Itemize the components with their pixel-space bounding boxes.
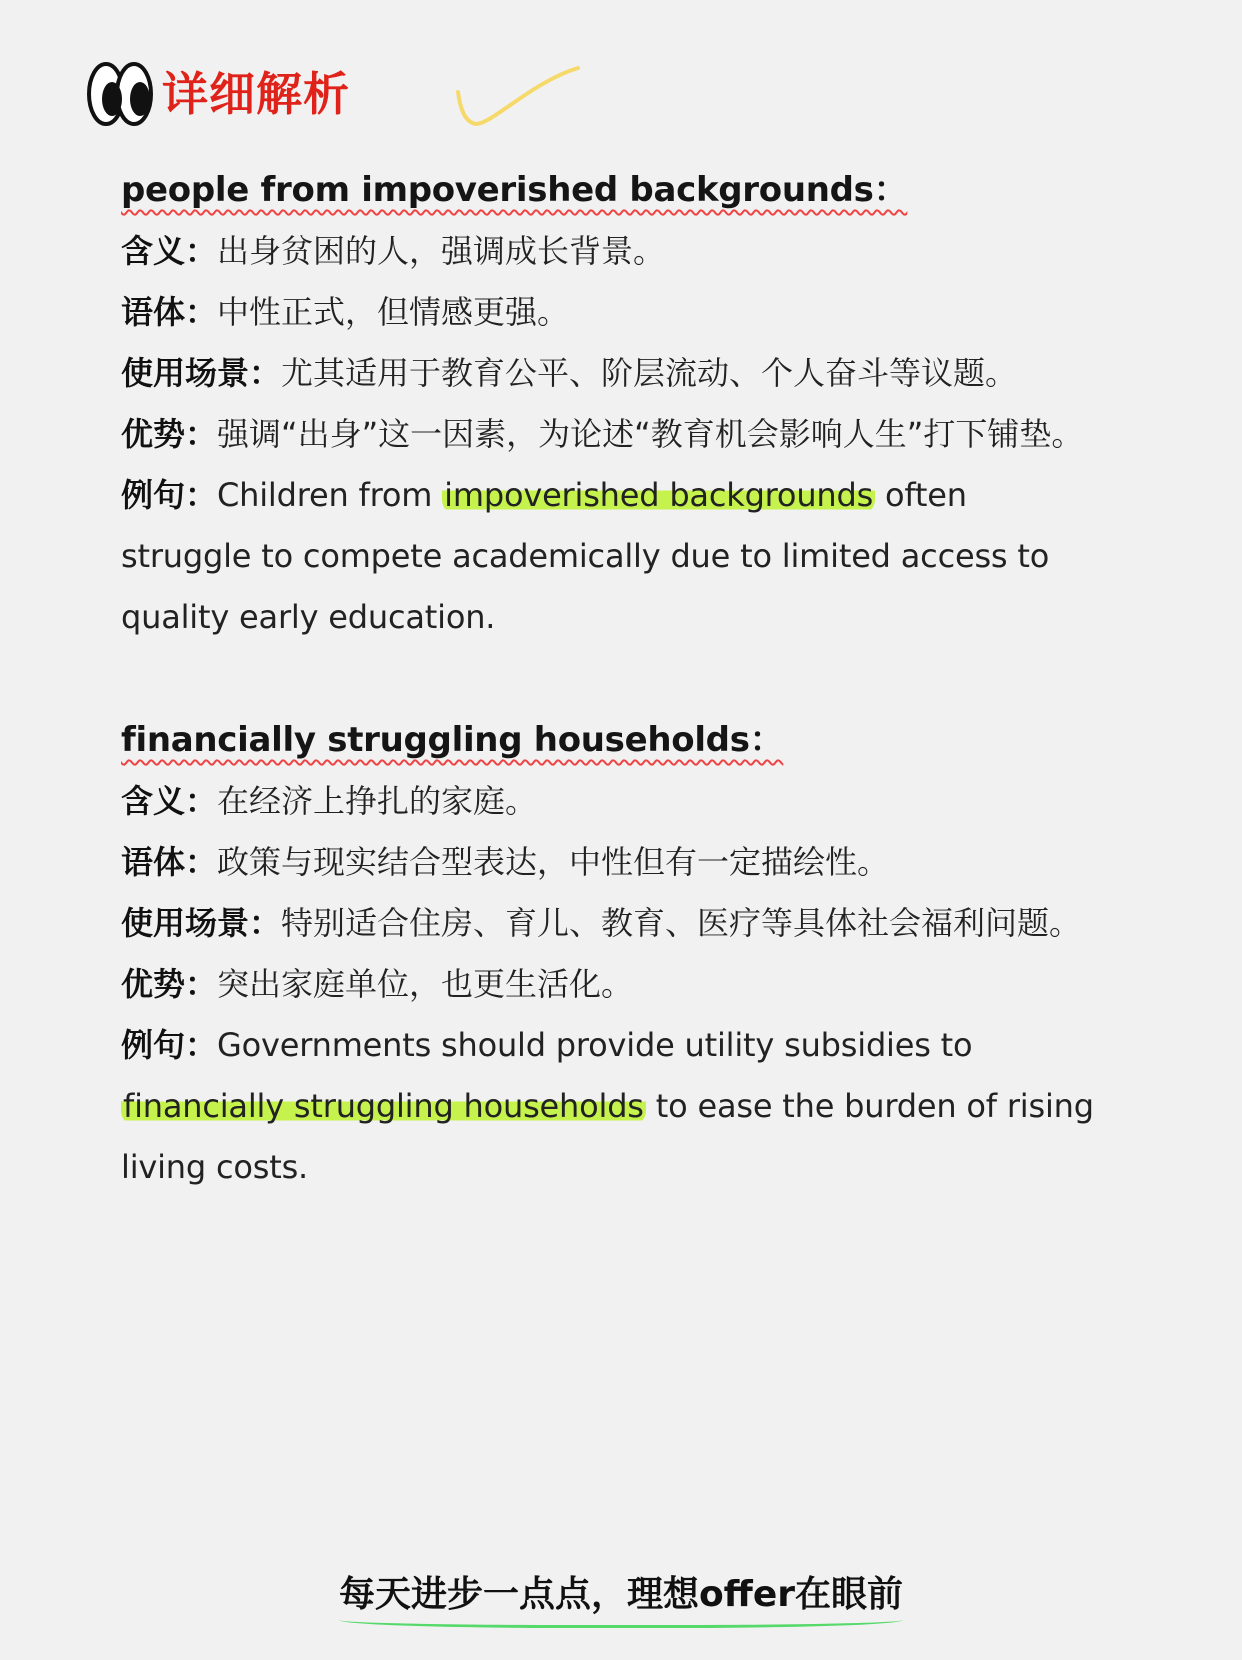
meaning-text: 在经济上挣扎的家庭。 (217, 782, 538, 820)
meaning-label: 含义： (121, 232, 218, 270)
example-line (121, 1015, 1096, 1198)
advantage-line (121, 954, 1096, 1015)
register-text: 政策与现实结合型表达，中性但有一定描绘性。 (217, 843, 890, 881)
example-text-before: Governments should provide utility subsidies to (217, 1026, 973, 1064)
page-title: 详细解析 (162, 67, 350, 121)
advantage-label: 优势： (121, 965, 218, 1003)
eyes-icon (86, 59, 154, 129)
example-text-after: often struggle to compete academically due to limited access to quality early education. (121, 476, 1050, 636)
footer-slogan: 每天进步一点点，理想offer在眼前 (339, 1572, 903, 1628)
usage-label: 使用场景： (121, 354, 282, 392)
term-heading: financially struggling households： (121, 720, 784, 760)
advantage-line (121, 404, 1096, 465)
usage-label: 使用场景： (121, 904, 282, 942)
meaning-text: 出身贫困的人，强调成长背景。 (217, 232, 666, 270)
example-text-before: Children from (217, 476, 443, 514)
register-label: 语体： (121, 293, 218, 331)
footer (0, 1572, 1242, 1628)
example-line (121, 465, 1096, 648)
example-label: 例句： (121, 1026, 218, 1064)
term-heading: people from impoverished backgrounds： (121, 170, 908, 210)
header (86, 58, 350, 130)
usage-line (121, 893, 1096, 954)
content (121, 160, 1096, 1198)
meaning-line (121, 221, 1096, 282)
section-struggling-households (121, 710, 1096, 1198)
advantage-text: 突出家庭单位，也更生活化。 (217, 965, 634, 1003)
example-highlight: impoverished backgrounds (444, 476, 874, 514)
register-text: 中性正式，但情感更强。 (217, 293, 570, 331)
check-mark-icon (452, 62, 592, 132)
usage-line (121, 343, 1096, 404)
meaning-label: 含义： (121, 782, 218, 820)
advantage-label: 优势： (121, 415, 218, 453)
example-label: 例句： (121, 476, 218, 514)
meaning-line (121, 771, 1096, 832)
section-impoverished-backgrounds (121, 160, 1096, 648)
register-line (121, 832, 1096, 893)
example-highlight: financially struggling households (123, 1087, 644, 1125)
register-line (121, 282, 1096, 343)
usage-text: 特别适合住房、育儿、教育、医疗等具体社会福利问题。 (281, 904, 1082, 942)
example-text-after: to ease the burden of rising living costs. (121, 1087, 1094, 1186)
advantage-text: 强调“出身”这一因素，为论述“教育机会影响人生”打下铺垫。 (217, 415, 1084, 453)
usage-text: 尤其适用于教育公平、阶层流动、个人奋斗等议题。 (281, 354, 1018, 392)
register-label: 语体： (121, 843, 218, 881)
